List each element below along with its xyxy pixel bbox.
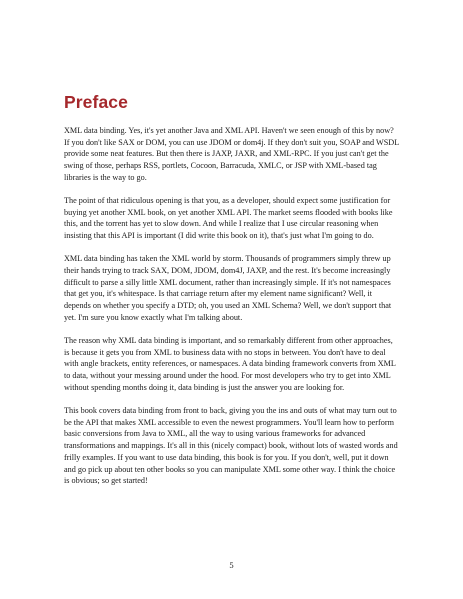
page-number: 5 xyxy=(229,560,234,570)
paragraph-1: XML data binding. Yes, it's yet another Java and XML API. Haven't we seen enough of this by now? If you don't like SAX or DOM, you can use JDOM or dom4j. If they don't suit you, SOAP and WSDL provide some neat features. But then there is JAXP, JAXR, and XML-RPC. If you just can't get the swing of those, perhaps RSS, portlets, Cocoon, Barracuda, XMLC, or JSP with XML-based tag libraries is the way to go. xyxy=(64,126,399,182)
page-title: Preface xyxy=(64,92,128,112)
paragraph-2: The point of that ridiculous opening is that you, as a developer, should expect some justification for buying yet another XML book, on yet another XML API. The market seems flooded with books like this, and the torrent has yet to slow down. And while I realize that I use circular reasoning when insisting that this API is important (I did write this book on it), that's just what I'm going to do. xyxy=(64,196,393,241)
preface-body xyxy=(64,125,399,498)
paragraph-4: The reason why XML data binding is important, and so remarkably different from other approaches, is because it gets you from XML to business data with no stops in between. You don't have to deal with angle brackets, entity references, or namespaces. A data binding framework converts from XML to data, without your messing around under the hood. For most developers who try to get into XML without spending months doing it, data binding is just the answer you are looking for. xyxy=(64,336,396,392)
paragraph-3: XML data binding has taken the XML world by storm. Thousands of programmers simply threw up their hands trying to track SAX, DOM, JDOM, dom4J, JAXP, and the rest. It's become increasingly difficult to parse a silly little XML document, rather than increasingly simple. If it's not namespaces that get you, it's whitespace. Is that carriage return after my element name significant? Well, it depends on whether you specify a DTD; oh, you used an XML Schema? Well, we don't support that yet. I'm sure you know exactly what I'm talking about. xyxy=(64,254,392,322)
paragraph-5: This book covers data binding from front to back, giving you the ins and outs of what may turn out to be the API that makes XML accessible to even the newest programmers. You'll learn how to perform basic conversions from Java to XML, all the way to using various frameworks for advanced transformations and mappings. It's all in this (nicely compact) book, without lots of wasted words and frilly examples. If you want to use data binding, this book is for you. If you don't, well, put it down and go pick up about ten other books so you can manipulate XML some other way. I think the choice is obvious; so get started! xyxy=(64,406,398,486)
